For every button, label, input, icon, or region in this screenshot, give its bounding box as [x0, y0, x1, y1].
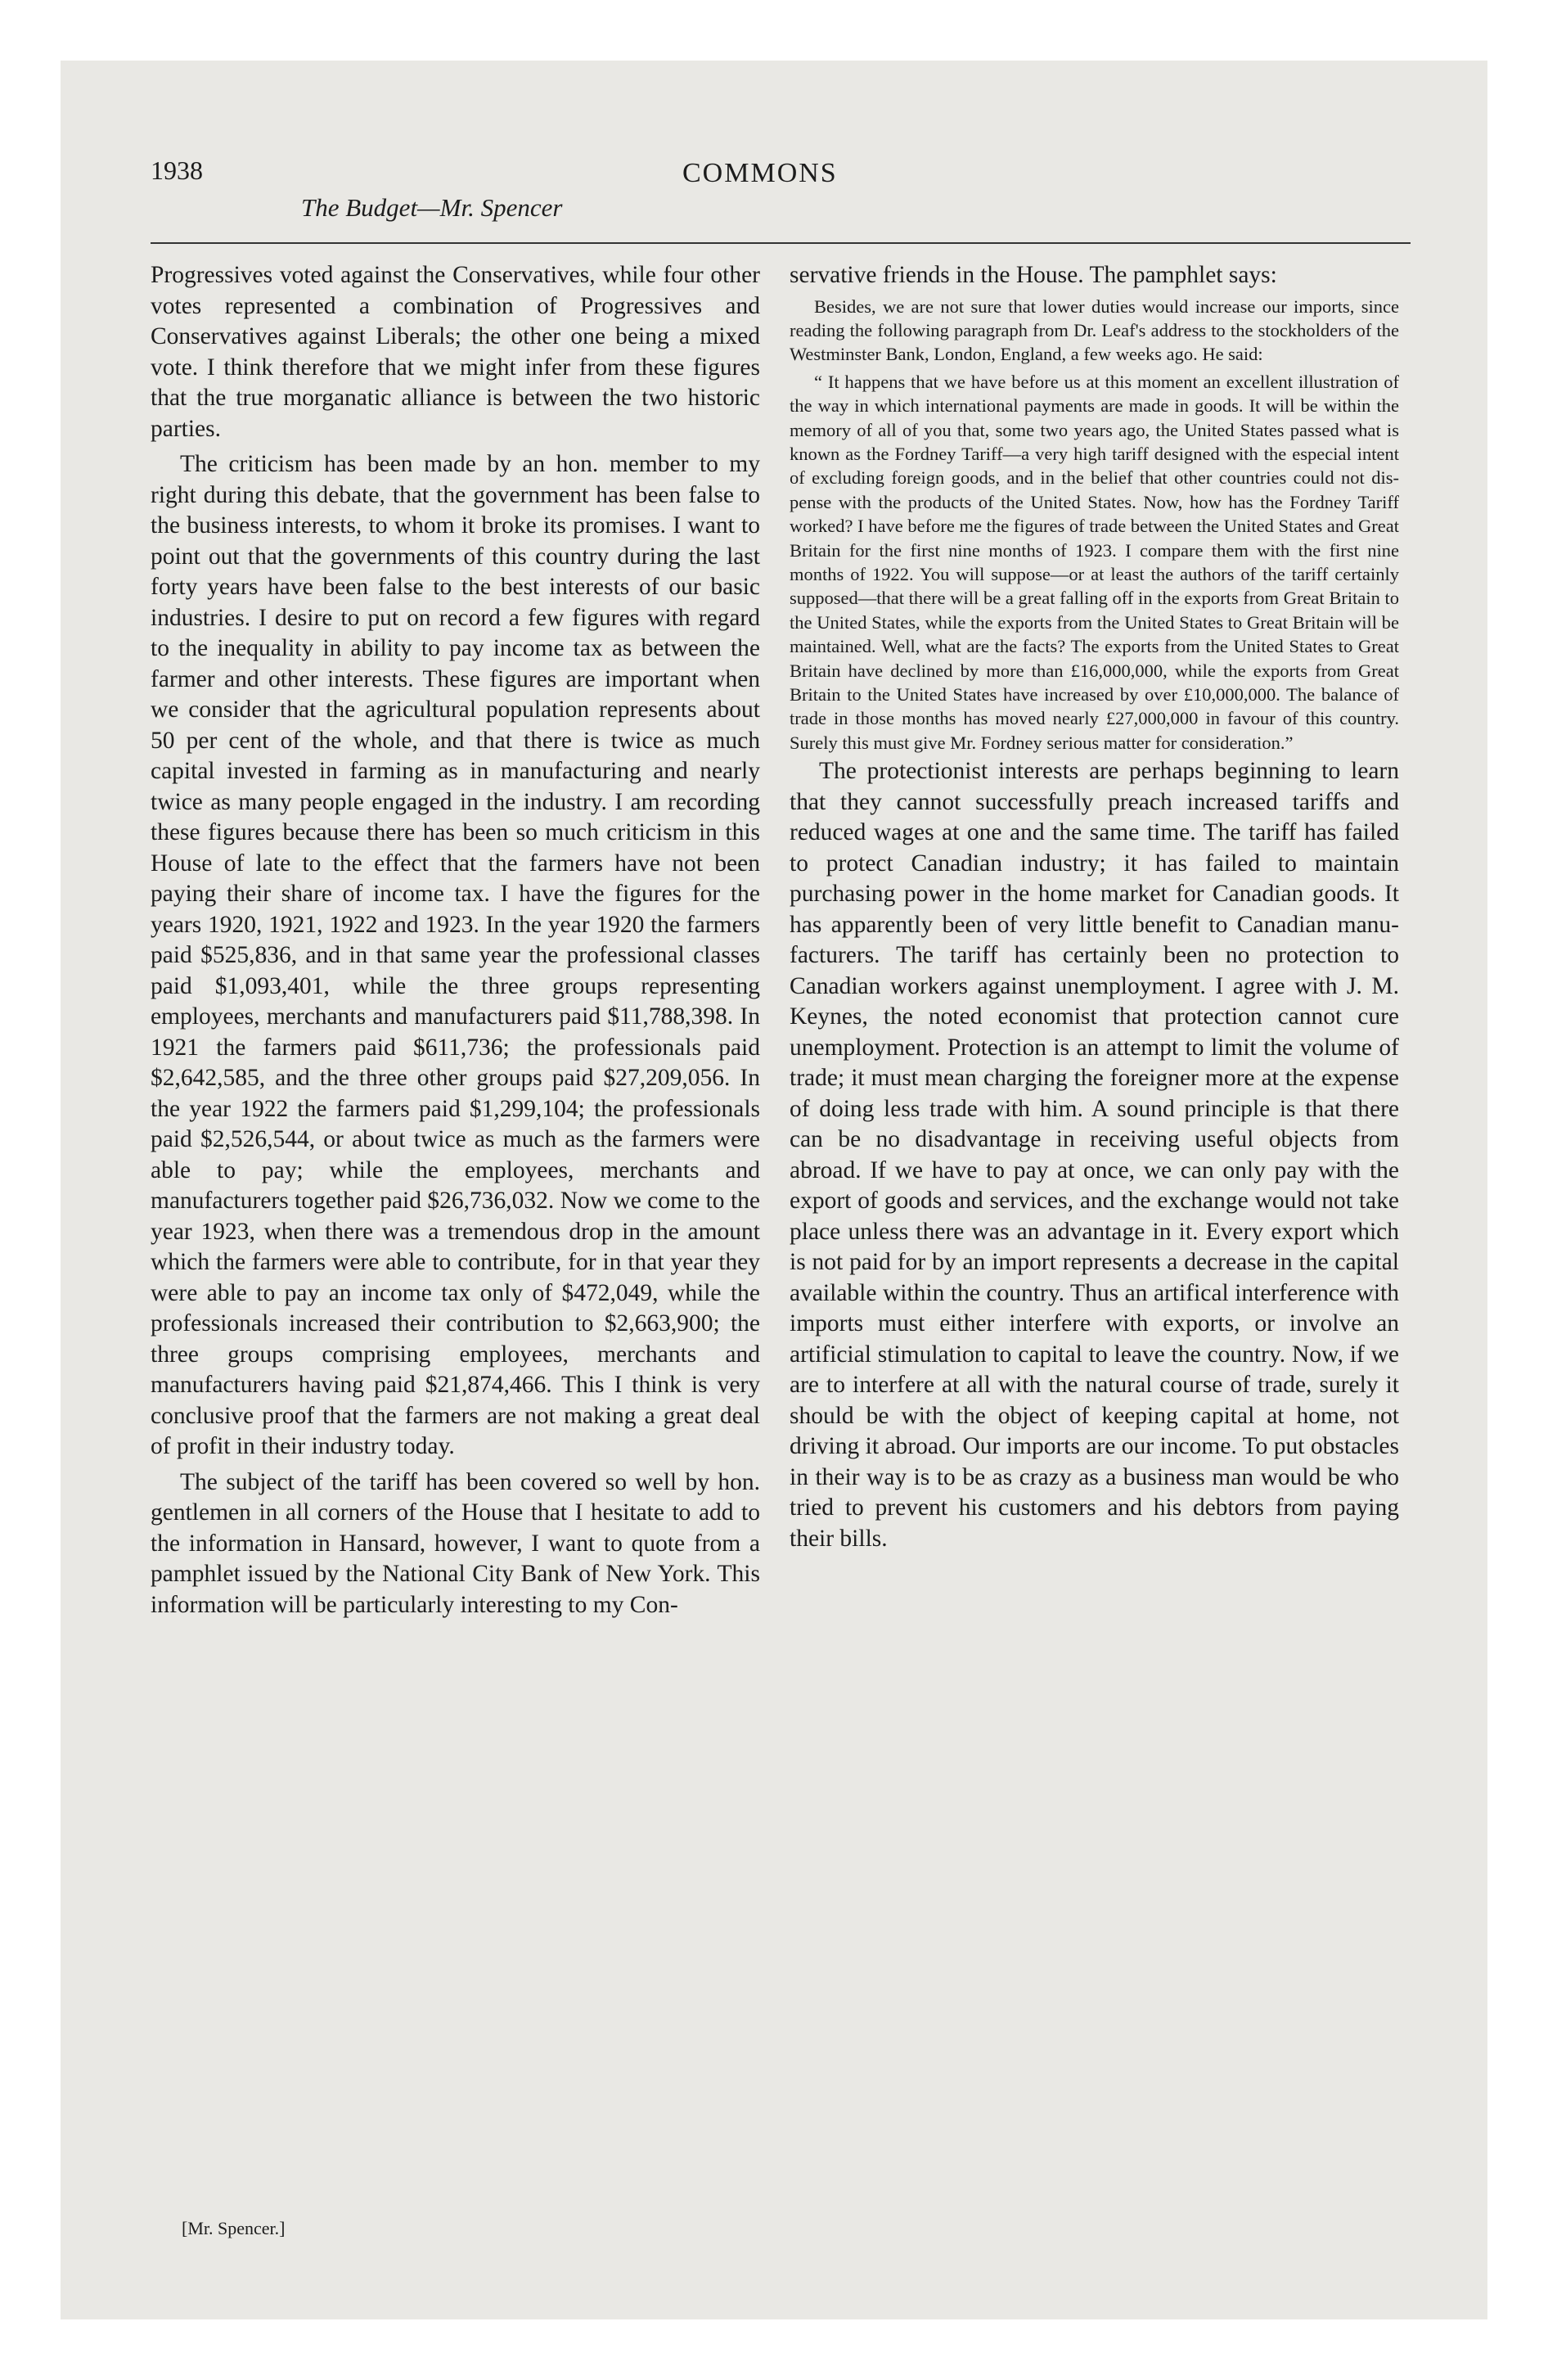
header-rule [151, 242, 1411, 244]
paragraph: Progressives voted against the Conservatives, while four other votes represented a combination of Progressives and Conservatives against Liberals; the other one being a mixed vote. I think therefore that we might infer from these figures that the true morganatic alliance is between the two historic parties. [151, 262, 760, 442]
quotation: “ It happens that we have before us at this moment an excellent illustration of the way in which international payments are made in goods. It will be within the memory of all of you that, some two years ago, the United States passed what is known as the Fordney Tariff—a very high tariff designed with the especial intent of excluding foreign goods, and in the belief that other countries could not dispense with the products of the United States. Now, how has the Fordney Tariff worked? I have before me the figures of trade between the United States and Great Britain for the first nine months of 1923. I compare them with the first nine months of 1922. You will suppose—or at least the authors of the tariff certainly supposed—that there will be a great falling off in the exports from Great Britain to the United States, while the exports from the United States to Great Britain will be maintained. Well, what are the facts? The exports from the United States to Great Britain have declined by more than £16,000,000, while the exports from Great Britain to the United States have increased by over £10,000,000. The balance of trade in those months has moved nearly £27,000,000 in favour of this country. Surely this must give Mr. Fordney serious matter for consideration.” [790, 371, 1399, 753]
speaker-attribution: [Mr. Spencer.] [182, 2218, 286, 2238]
paragraph: The subject of the tariff has been covered so well by hon. gentlemen in all corners of the House that I hesitate to add to the information in Hansard, however, I want to quote from a pamphlet issued by the National City Bank of New York. This information will be particularly interesting to my Con- [151, 1468, 760, 1618]
paragraph: The criticism has been made by an hon. member to my right during this debate, that the government has been false to the business interests, to whom it broke its promises. I want to point out that the governments of this country during the last forty years have been false to the best interests of our basic industries. I desire to put on record a few figures with regard to the inequality in ability to pay income tax as between the farmer and other interests. These figures are important when we consider that the agricultural population represents about 50 per cent of the whole, and that there is twice as much capital invested in farming as in manufacturing and nearly twice as many people engaged in the industry. I am recording these figures because there has been so much criticism in this House of late to the effect that the farmers have not been paying their share of income tax. I have the figures for the years 1920, 1921, 1922 and 1923. In the year 1920 the farmers paid $525,836, and in that same year the professional classes paid $1,093,401, while the three groups representing employees, merchants and manufacturers paid $11,788,398. In 1921 the farmers paid $611,736; the professionals paid $2,642,585, and the three other groups paid $27,209,056. In the year 1922 the farmers paid $1,299,104; the professionals paid $2,526,544, or about twice as much as the farmers were able to pay; while the employees, merchants and manufacturers together paid $26,736,032. Now we come to the year 1923, when there was a tremendous drop in the amount which the farmers were able to contribute, for in that year they were able to pay an income tax only of $472,049, while the professionals increased their contribution to $2,663,900; the three groups comprising employees, merchants and manufacturers having paid $21,874,466. This I think is very conclusive proof that the farmers are not making a great deal of profit in their industry today. [151, 451, 760, 1459]
running-title: The Budget—Mr. Spencer [301, 193, 563, 222]
left-column [151, 260, 760, 1620]
page-header [151, 156, 1411, 237]
section-title: COMMONS [682, 158, 838, 188]
page-number: 1938 [151, 156, 203, 185]
quotation: Besides, we are not sure that lower duties would increase our imports, since reading the following paragraph from Dr. Leaf's address to the stockholders of the Westminster Bank, London, England, a few weeks ago. He said: [790, 295, 1399, 365]
right-column [790, 260, 1399, 1554]
paragraph: servative friends in the House. The pamphlet says: [790, 262, 1277, 288]
paragraph: The protectionist interests are perhaps beginning to learn that they cannot successfully preach increased tariffs and reduced wages at one and the same time. The tariff has failed to protect Canadian industry; it has failed to maintain purchasing power in the home market for Canadian goods. It has apparently been of very little benefit to Canadian manufacturers. The tariff has certainly been no protection to Canadian workers against unemployment. I agree with J. M. Keynes, the noted economist that protection cannot cure unemployment. Protection is an attempt to limit the volume of trade; it must mean charging the foreigner more at the expense of doing less trade with him. A sound principle is that there can be no disadvantage in receiving useful objects from abroad. If we have to pay at once, we can only pay with the export of goods and services, and the exchange would not take place unless there was an advantage in it. Every export which is not paid for by an import represents a decrease in the capital available within the country. Thus an artifical interference with imports must either interfere with exports, or involve an artificial stimulation to capital to leave the country. Now, if we are to interfere at all with the natural course of trade, surely it should be with the object of keeping capital at home, not driving it abroad. Our imports are our income. To put obstacles in their way is to be as crazy as a business man would be who tried to prevent his customers and his debtors from paying their bills. [790, 758, 1399, 1552]
